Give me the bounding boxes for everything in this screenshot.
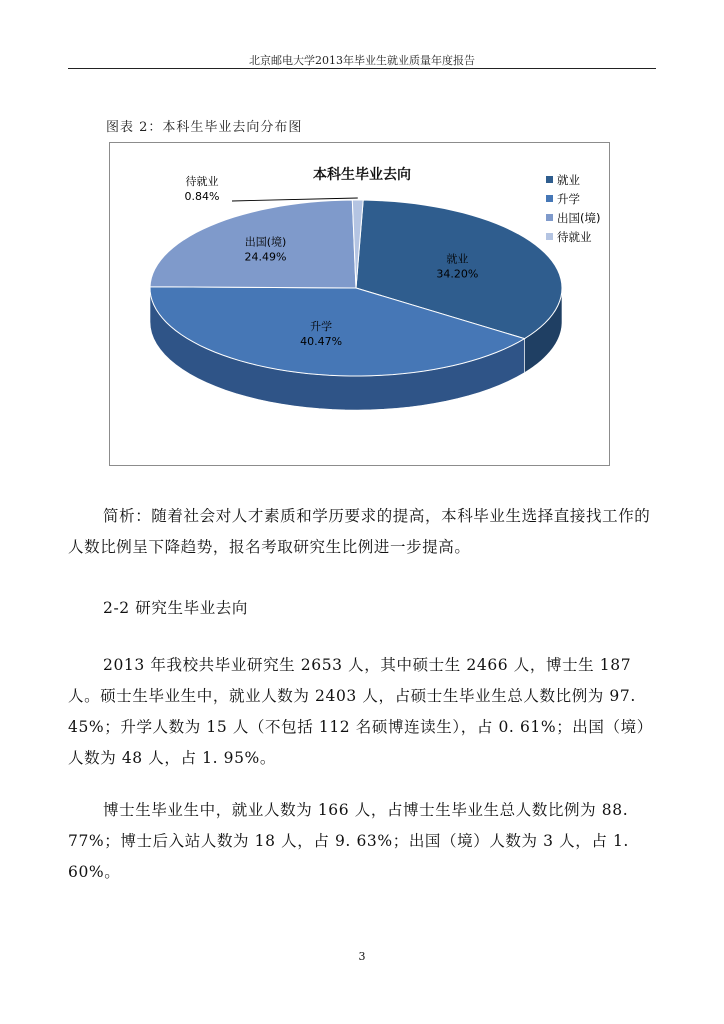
- data-label-category: 待就业: [185, 175, 219, 188]
- data-label-category: 升学: [310, 320, 333, 333]
- data-label-value: 40.47%: [300, 335, 343, 348]
- page-header: 北京邮电大学2013年毕业生就业质量年度报告: [249, 54, 475, 67]
- data-label-value: 0.84%: [184, 190, 220, 203]
- data-label-value: 24.49%: [244, 250, 287, 264]
- data-label-category: 出国(境): [244, 235, 287, 249]
- pie-chart: [110, 143, 609, 465]
- legend-swatch: [546, 214, 553, 221]
- graduate-paragraph: 2013 年我校共毕业研究生 2653 人，其中硕士生 2466 人，博士生 187 人。硕士生毕业生中，就业人数为 2403 人，占硕士生毕业生总人数比例为 97. 45%；升学人数为 15 人（不包括 112 名硕博连读生），占 0. 61%；出国（境）人数为 48 人，占 1. 95%。: [68, 656, 653, 767]
- pie-chart-frame: [109, 142, 610, 466]
- legend-label: 就业: [557, 173, 580, 187]
- legend-swatch: [546, 195, 553, 202]
- legend-label: 待就业: [557, 230, 592, 244]
- legend-swatch: [546, 233, 553, 240]
- doctoral-paragraph: 博士生毕业生中，就业人数为 166 人，占博士生毕业生总人数比例为 88. 77%；博士后入站人数为 18 人，占 9. 63%；出国（境）人数为 3 人，占 1. 60%。: [68, 801, 629, 881]
- figure-caption: 图表 2：本科生毕业去向分布图: [106, 120, 303, 135]
- analysis-paragraph: 简析：随着社会对人才素质和学历要求的提高，本科毕业生选择直接找工作的人数比例呈下降趋势，报名考取研究生比例进一步提高。: [68, 507, 651, 556]
- page-number: 3: [358, 950, 366, 963]
- data-label-category: 就业: [446, 252, 469, 266]
- legend-swatch: [546, 176, 553, 183]
- chart-title: 本科生毕业去向: [313, 167, 411, 183]
- legend-label: 升学: [557, 192, 580, 206]
- header-rule: [68, 68, 656, 69]
- data-label-value: 34.20%: [436, 267, 479, 281]
- legend-label: 出国(境): [557, 211, 601, 225]
- section-title: 2-2 研究生毕业去向: [103, 599, 248, 617]
